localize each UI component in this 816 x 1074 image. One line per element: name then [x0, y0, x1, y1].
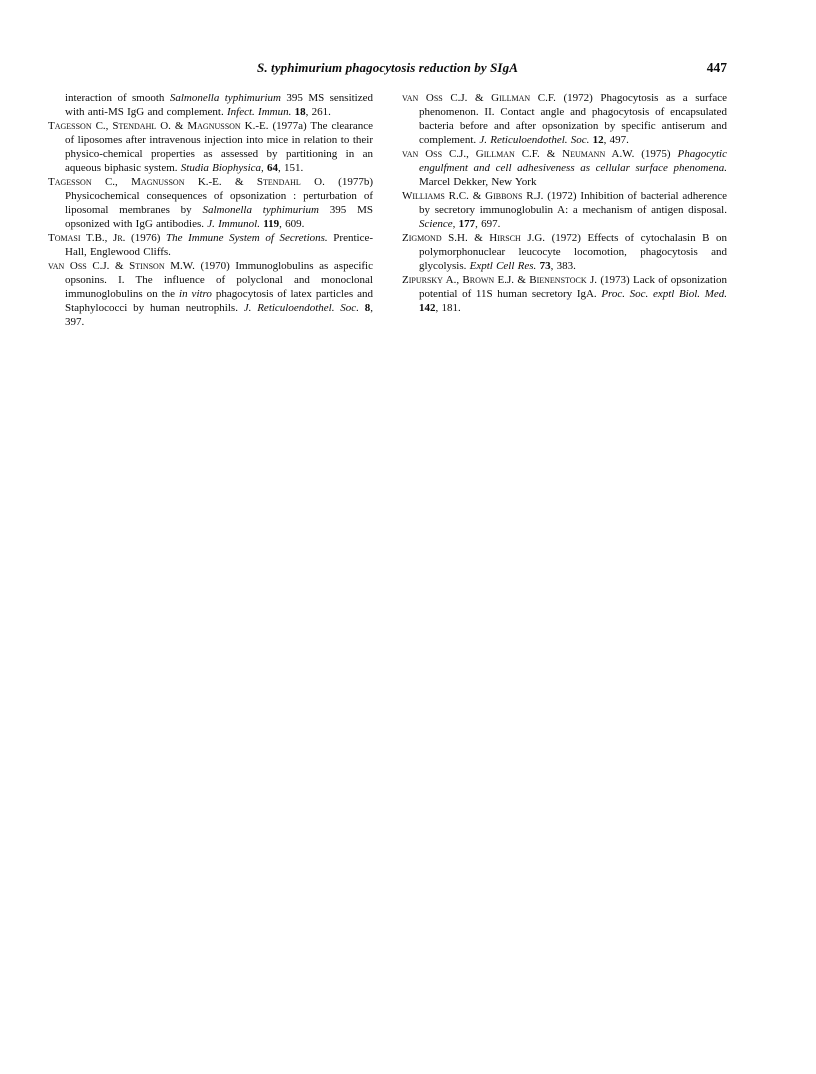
- references-section: [48, 91, 727, 329]
- reference-text-segment: in vitro: [179, 288, 212, 300]
- reference-entry: [48, 119, 373, 175]
- reference-text-segment: Science,: [419, 218, 456, 230]
- page-header: [48, 60, 727, 80]
- reference-text-segment: (1972) Phagocytosis as a surface phenomenon. II. Contact angle and phagocytosis of encapsulated bacteria before and after opsonization by specific antiserum and complement.: [419, 92, 727, 146]
- reference-entry: [402, 91, 727, 147]
- reference-text-segment: (1972) Effects of cytochalasin B on polymorphonuclear leucocyte locomotion, phagocytosis and glycolysis.: [419, 232, 727, 272]
- reference-text-segment: 142: [419, 302, 436, 314]
- reference-text-segment: (1977a) The clearance of liposomes after intravenous injection into mice in relation to their physico-chemical properties as assessed by partitioning in an aqueous biphasic system.: [65, 120, 373, 174]
- reference-text-segment: 8: [364, 302, 371, 314]
- reference-text-segment: , 497.: [603, 134, 629, 146]
- reference-text-segment: , 181.: [435, 302, 461, 314]
- running-head: S. typhimurium phagocytosis reduction by SIgA: [257, 60, 518, 75]
- reference-text-segment: Phagocytic engulfment and cell adhesiveness as cellular surface phenomena.: [419, 148, 727, 174]
- reference-text-segment: Exptl Cell Res.: [469, 260, 537, 272]
- reference-entry: [48, 175, 373, 231]
- reference-text-segment: 119: [263, 218, 280, 230]
- reference-text-segment: 73: [539, 260, 551, 272]
- reference-text-segment: van Oss C.J. & Stinson M.W.: [48, 260, 195, 272]
- reference-text-segment: 395 MS sensitized with anti-MS IgG and complement.: [65, 92, 374, 118]
- reference-text-segment: J. Reticuloendothel. Soc.: [243, 302, 359, 314]
- reference-text-segment: Tagesson C., Stendahl O. & Magnusson K.-E.: [48, 120, 269, 132]
- reference-entry: [48, 231, 373, 259]
- reference-text-segment: Salmonella typhimurium: [169, 92, 281, 104]
- reference-text-segment: Williams R.C. & Gibbons R.J.: [402, 190, 544, 202]
- reference-text-segment: 395 MS opsonized with IgG antibodies.: [65, 204, 373, 230]
- reference-text-segment: (1977b) Physicochemical consequences of opsonization : perturbation of liposomal membranes by: [65, 176, 373, 216]
- reference-text-segment: (1972) Inhibition of bacterial adherence by secretory immunoglobulin A: a mechanism of antigen disposal.: [419, 190, 727, 216]
- reference-text-segment: Prentice-Hall, Englewood Cliffs.: [65, 232, 373, 258]
- reference-text-segment: J. Immunol.: [207, 218, 260, 230]
- reference-text-segment: The Immune System of Secretions.: [165, 232, 328, 244]
- reference-entry: [48, 259, 373, 329]
- reference-text-segment: Salmonella typhimurium: [202, 204, 319, 216]
- reference-text-segment: van Oss C.J., Gillman C.F. & Neumann A.W.: [402, 148, 635, 160]
- reference-entry: [48, 91, 373, 119]
- reference-text-segment: (1973) Lack of opsonization potential of 11S human secretory IgA.: [419, 274, 727, 300]
- reference-text-segment: Marcel Dekker, New York: [419, 176, 537, 188]
- references-column-left: [48, 91, 373, 329]
- reference-text-segment: , 383.: [550, 260, 576, 272]
- reference-text-segment: (1976): [125, 232, 166, 244]
- reference-text-segment: Tagesson C., Magnusson K.-E. & Stendahl O.: [48, 176, 325, 188]
- reference-entry: [402, 231, 727, 273]
- page-number: 447: [706, 60, 727, 75]
- reference-entry: [402, 189, 727, 231]
- reference-text-segment: (1970) Immunoglobulins as aspecific opsonins. I. The influence of polyclonal and monoclonal immunoglobulins on the: [65, 260, 373, 300]
- reference-text-segment: van Oss C.J. & Gillman C.F.: [402, 92, 556, 104]
- reference-entry: [402, 273, 727, 315]
- reference-text-segment: Proc. Soc. exptl Biol. Med.: [601, 288, 727, 300]
- reference-text-segment: , 397.: [65, 302, 374, 328]
- reference-text-segment: J. Reticuloendothel. Soc.: [479, 134, 590, 146]
- reference-text-segment: 177: [458, 218, 476, 230]
- reference-text-segment: 18: [294, 106, 306, 118]
- reference-text-segment: Studia Biophysica,: [180, 162, 264, 174]
- reference-text-segment: phagocytosis of latex particles and Staphylococci by human neutrophils.: [65, 288, 373, 314]
- reference-text-segment: Infect. Immun.: [226, 106, 292, 118]
- reference-entry: [402, 147, 727, 189]
- reference-text-segment: 12: [592, 134, 604, 146]
- reference-text-segment: 64: [267, 162, 279, 174]
- reference-text-segment: , 609.: [279, 218, 305, 230]
- references-column-right: [402, 91, 727, 329]
- reference-text-segment: (1975): [634, 148, 678, 160]
- reference-text-segment: interaction of smooth: [65, 92, 170, 104]
- reference-text-segment: Zipursky A., Brown E.J. & Bienenstock J.: [402, 274, 598, 286]
- reference-text-segment: , 697.: [475, 218, 501, 230]
- reference-text-segment: Zigmond S.H. & Hirsch J.G.: [402, 232, 546, 244]
- reference-text-segment: , 261.: [305, 106, 331, 118]
- reference-text-segment: Tomasi T.B., Jr.: [48, 232, 126, 244]
- reference-text-segment: , 151.: [278, 162, 304, 174]
